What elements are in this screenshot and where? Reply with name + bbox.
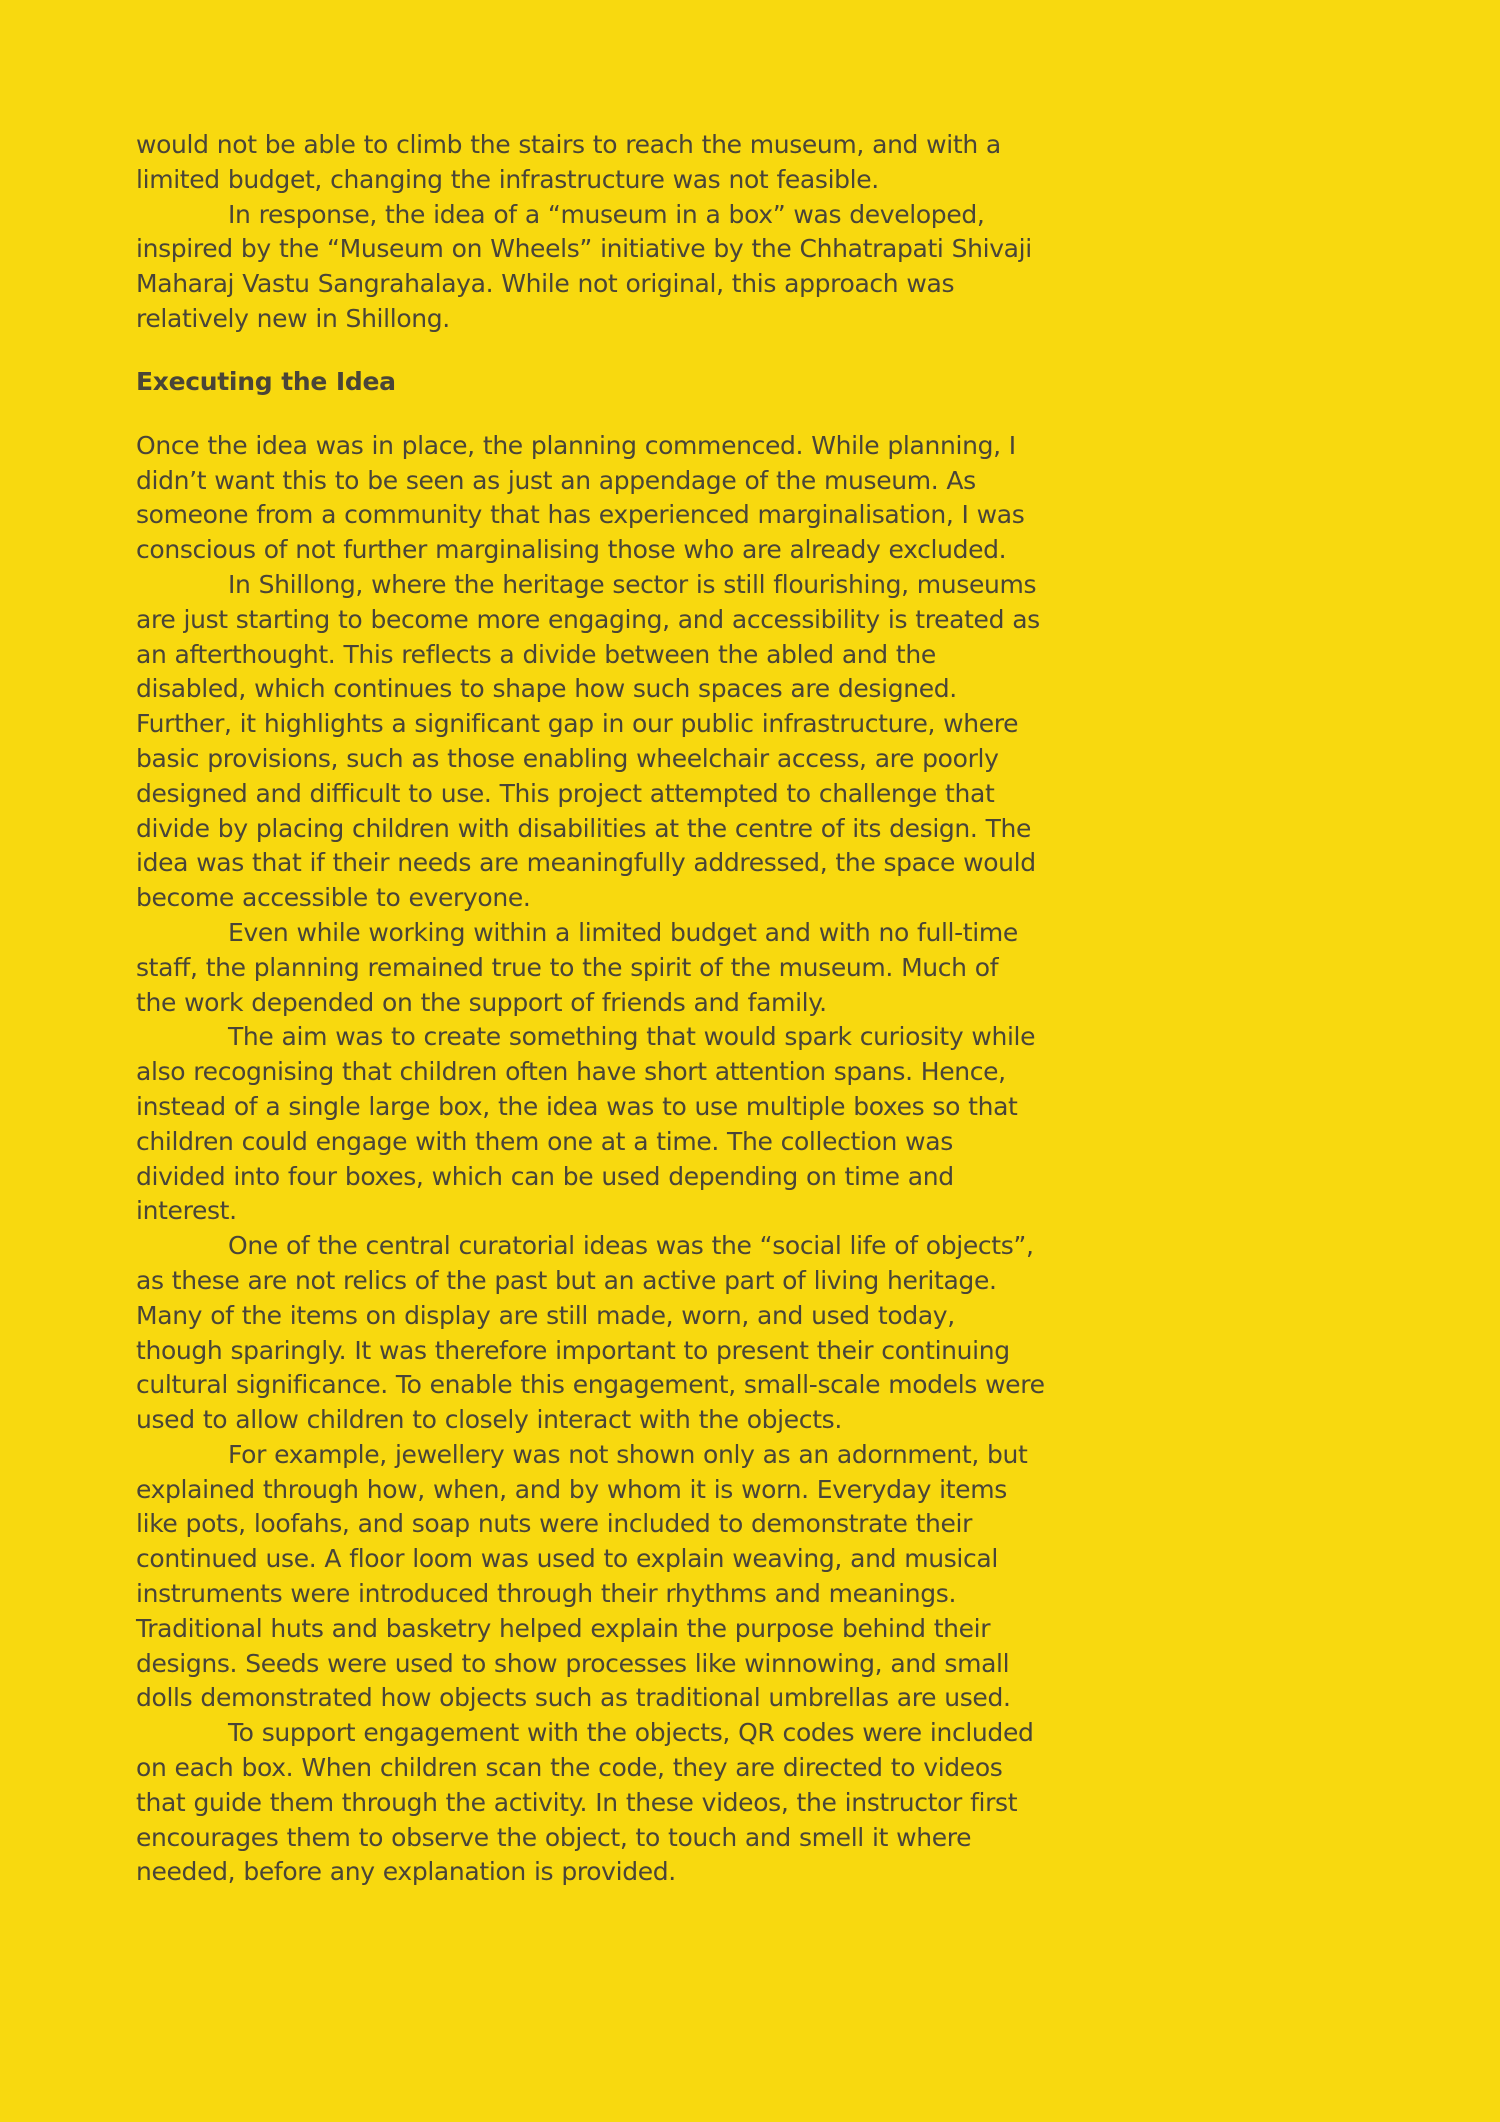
section-heading: Executing the Idea	[136, 366, 396, 396]
document-page	[136, 128, 1046, 1890]
body-paragraph: Once the idea was in place, the planning commenced. While planning, I didn’t want this to be seen as just an appendage of the museum. As someone from a community that has experienced marginalisation, I was conscious of not further marginalising those who are already excluded.	[136, 430, 1025, 565]
body-paragraph: To support engagement with the objects, QR codes were included on each box. When children scan the code, they are directed to videos that guide them through the activity. In these videos, the instructor first encourages them to observe the object, to touch and smell it where needed, before any explanation is provided.	[136, 1718, 1034, 1887]
body-paragraph: One of the central curatorial ideas was the “social life of objects”, as these are not relics of the past but an active part of living heritage. Many of the items on display are still made, worn, and used today, though sparingly. It was therefore important to present their continuing cultural significance. To enable this engagement, small-scale models were used to allow children to closely interact with the objects.	[136, 1231, 1045, 1435]
body-paragraph: The aim was to create something that would spark curiosity while also recognising that children often have short attention spans. Hence, instead of a single large box, the idea was to use multiple boxes so that children could engage with them one at a time. The collection was divided into four boxes, which can be used depending on time and interest.	[136, 1022, 1036, 1226]
body-paragraph: In response, the idea of a “museum in a box” was developed, inspired by the “Museum on Wheels” initiative by the Chhatrapati Shivaji Maharaj Vastu Sangrahalaya. While not original, this approach was relatively new in Shillong.	[136, 199, 1032, 333]
body-paragraph: Even while working within a limited budget and with no full-time staff, the planning remained true to the spirit of the museum. Much of the work depended on the support of friends and family.	[136, 917, 1018, 1017]
body-paragraph: For example, jewellery was not shown only as an adornment, but explained through how, when, and by whom it is worn. Everyday items like pots, loofahs, and soap nuts were included to demonstrate their continued use. A floor loom was used to explain weaving, and musical instruments were introduced through their rhythms and meanings. Traditional huts and basketry helped explain the purpose behind their designs. Seeds were used to show processes like winnowing, and small dolls demonstrated how objects such as traditional umbrellas are used.	[136, 1439, 1028, 1713]
body-paragraph: In Shillong, where the heritage sector is still flourishing, museums are just starting to become more engaging, and accessibility is treated as an afterthought. This reflects a divide between the abled and the disabled, which continues to shape how such spaces are designed. Further, it highlights a significant gap in our public infrastructure, where basic provisions, such as those enabling wheelchair access, are poorly designed and difficult to use. This project attempted to challenge that divide by placing children with disabilities at the centre of its design. The idea was that if their needs are meaningfully addressed, the space would become accessible to everyone.	[136, 569, 1040, 913]
body-paragraph: would not be able to climb the stairs to reach the museum, and with a limited budget, changing the infrastructure was not feasible.	[136, 130, 1001, 194]
